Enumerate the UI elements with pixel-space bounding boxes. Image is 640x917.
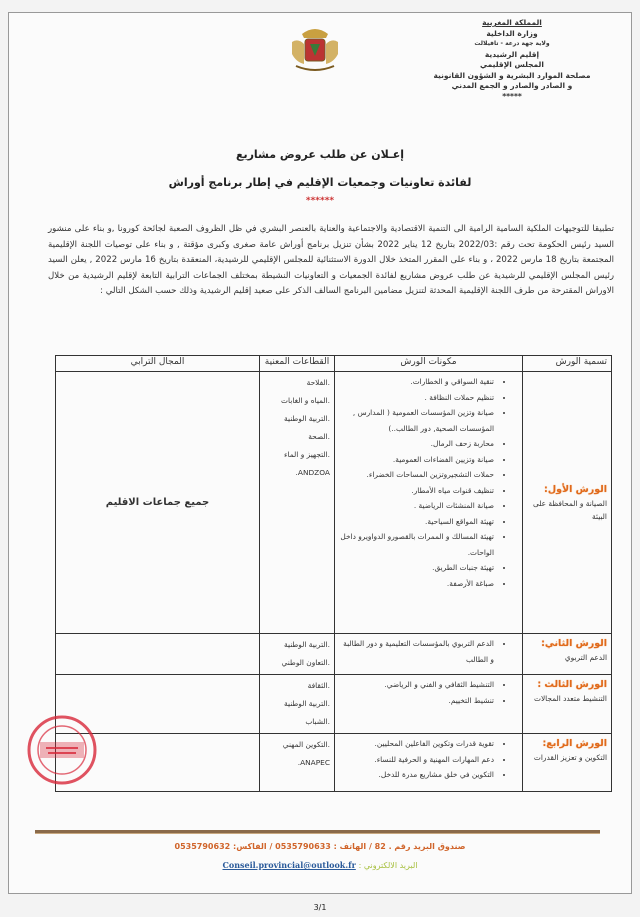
- header-territory: المجال الترابي: [56, 356, 260, 372]
- sector-item: .المياه و الغابات: [281, 396, 330, 405]
- table-row: [56, 675, 612, 734]
- announcement-subtitle: لفائدة تعاونيات وجمعيات الإقليم في إطار برنامج أوراش: [168, 176, 472, 189]
- letterhead-line: المجلس الإقليمي: [480, 60, 544, 69]
- table-row: [56, 734, 612, 792]
- component-item: • تنظيم حملات النظافة .: [339, 390, 494, 406]
- components-cell: [335, 675, 523, 734]
- component-item: • صيانة المنشئات الرياضية .: [339, 498, 494, 514]
- component-item: • محاربة زحف الرمال.: [339, 436, 494, 452]
- letterhead-line: المملكة المغربية: [482, 18, 542, 27]
- workshop-subtitle: التكوين و تعزيز القدرات: [533, 753, 607, 762]
- table-row: [56, 372, 612, 634]
- sector-item: ANDZOA.: [295, 468, 330, 477]
- footer-divider: [35, 830, 600, 834]
- letterhead: [432, 18, 592, 102]
- components-cell: [335, 634, 523, 675]
- announcement-body: تطبيقا للتوجيهات الملكية السامية الرامية الى التنمية الاقتصادية والاجتماعية والعناية بالعنصر البشري في ظل الظروف الصعبة لجائحة كورونا ,و بناء على منشور السيد رئيس الحكومة تحت رقم :2022/03 بتاريخ 12 يناير 2022 بشأن تنزيل برنامج أوراش عامة صغرى وكبرى مؤقتة , و بناء على توصيات اللجنة الإقليمية المجتمعة بتاريخ 18 مارس 2022 ، و بناء على المقرر المتخذ خلال الدورة الاستثنائية للمجلس الإقليمي للرشيدية، المنعقدة بتاريخ 16 مارس 2022 , يعلن السيد رئيس المجلس الإقليمي للرشيدية عن طلب عروض مشاريع لفائدة الجمعيات و التعاونيات النشيطة بمختلف الجماعات الترابية التابعة لإقليم الرشيدية من خلال الاوراش المقترحة من طرف اللجنة الإقليمية المحدثة لتنزيل مضامين البرنامج السالف الذكر على صعيد إقليم الرشيدية وذلك حسب الشكل التالي :: [48, 224, 615, 296]
- sector-item: .التربية الوطنية: [284, 699, 330, 708]
- component-item: • تهيئة المسالك و الممرات بالقصورو الدواويرو داخل الواحات.: [339, 529, 494, 560]
- sector-item: .التكوين المهني: [282, 740, 330, 749]
- workshop-title: الورش الثاني:: [541, 638, 607, 649]
- component-item: • التنشيط الثقافي و الفني و الرياضي.: [339, 677, 494, 693]
- footer-email-line: [0, 860, 640, 870]
- header-sectors: القطاعات المعنية: [260, 356, 335, 372]
- letterhead-line: وزارة الداخلية: [486, 28, 538, 38]
- component-item: • الدعم التربوي بالمؤسسات التعليمية و دور الطالبة و الطالب: [339, 636, 494, 667]
- sectors-cell: [260, 675, 335, 734]
- workshop-name-cell: [523, 634, 612, 675]
- sector-item: .التعاون الوطني: [281, 658, 330, 667]
- sector-item: .الفلاحة: [306, 378, 330, 387]
- workshop-subtitle: التنشيط متعدد المجالات: [533, 694, 607, 703]
- letterhead-line: ولاية جهة درعة - تافيلالت: [474, 40, 550, 47]
- workshop-title: الورش الأول:: [544, 484, 607, 495]
- territory-cell-empty: [56, 634, 260, 675]
- letterhead-line: *****: [502, 91, 522, 101]
- component-item: • تهيئة جنبات الطريق.: [339, 560, 494, 576]
- component-item: • تنظيف قنوات مياه الأمطار.: [339, 483, 494, 499]
- sector-item: .التربية الوطنية: [284, 640, 330, 649]
- component-item: • التكوين في خلق مشاريع مدرة للدخل.: [339, 767, 494, 783]
- workshop-name-cell: [523, 734, 612, 792]
- workshop-name-cell: [523, 372, 612, 634]
- page-number: 3/1: [313, 903, 327, 912]
- sector-item: .التربية الوطنية: [284, 414, 330, 423]
- workshop-title: الورش الثالث :: [537, 679, 607, 690]
- component-item: • صباغة الأرصفة.: [339, 576, 494, 592]
- letterhead-line: مصلحة الموارد البشرية و الشؤون القانونية: [433, 70, 591, 80]
- components-cell: [335, 372, 523, 634]
- component-item: • صيانة وتزيين الفضاءات العمومية.: [339, 452, 494, 468]
- component-item: • تقوية قدرات وتكوين الفاعلين المحليين.: [339, 736, 494, 752]
- table-row: [56, 634, 612, 675]
- workshop-name-cell: [523, 675, 612, 734]
- sectors-cell: [260, 734, 335, 792]
- components-cell: [335, 734, 523, 792]
- sector-item: .الصحة: [308, 432, 330, 441]
- letterhead-line: و الصادر والصادر و الجمع المدني: [451, 81, 573, 90]
- email-label: البريد الالكتروني :: [358, 861, 418, 870]
- workshop-title: الورش الرابع:: [542, 738, 607, 749]
- workshop-subtitle: الصيانة و المحافظة على البيئة: [532, 499, 607, 521]
- sector-item: .الثقافة: [307, 681, 330, 690]
- territory-cell: جميع جماعات الاقليم: [56, 372, 260, 634]
- component-item: • تنشيط التخييم.: [339, 693, 494, 709]
- official-stamp-icon: [26, 712, 98, 788]
- email-link[interactable]: Conseil.provincial@outlook.fr: [222, 860, 356, 870]
- announcement-title: إعـلان عن طلب عروض مشاريع: [235, 148, 405, 161]
- component-item: • صيانة وتزين المؤسسات العمومية ( المدارس , المؤسسات الصحية, دور الطالب..): [339, 405, 494, 436]
- component-item: • حملات التشجيروتزين المساحات الخضراء.: [339, 467, 494, 483]
- workshops-table: [55, 355, 612, 792]
- header-workshop-name: تسمية الورش: [523, 356, 612, 372]
- title-stars: ******: [305, 196, 335, 206]
- workshop-subtitle: الدعم التربوي: [564, 653, 607, 662]
- component-item: • تنقية السواقي و الخطارات.: [339, 374, 494, 390]
- sector-item: .التجهيز و الماء: [284, 450, 330, 459]
- sector-item: .الشباب: [305, 717, 330, 726]
- footer-contact: صندوق البريد رقم . 82 / الهاتف : 0535790633 / الفاكس: 0535790632: [174, 842, 466, 851]
- royal-emblem-icon: [288, 24, 342, 76]
- letterhead-line: إقليم الرشيدية: [484, 49, 540, 59]
- component-item: • تهيئة المواقع السياحية.: [339, 514, 494, 530]
- sectors-cell: [260, 634, 335, 675]
- component-item: • دعم المهارات المهنية و الحرفية للنساء.: [339, 752, 494, 768]
- header-components: مكونات الورش: [335, 356, 523, 372]
- sector-item: ANAPEC.: [297, 758, 330, 767]
- sectors-cell: [260, 372, 335, 634]
